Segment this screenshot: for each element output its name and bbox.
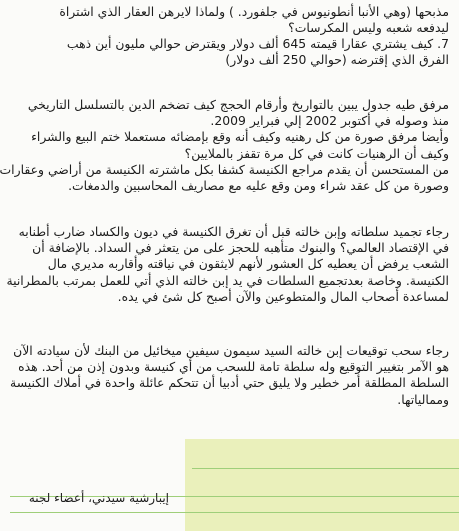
- text-line: ليدفعه شعبه وليس المكرسات؟: [288, 20, 449, 36]
- intro-block: [9, 4, 449, 36]
- item-number: 7.: [437, 36, 449, 51]
- text-line: مرفق طيه جدول يبين بالتواريخ وأرقام الحجج كيف تضخم الدين بالتسلسل التاريخي: [27, 97, 449, 112]
- text-line: من المستحسن أن يقدم مراجع الكنيسة كشفا بكل ماشترته الكنيسة من أراضي وعقارات: [0, 161, 449, 177]
- text-line: مذبحها (وهي الأنبا أنطونيوس في جلفورد. ) ولماذا لايرهن العقار الذي اشتراة: [59, 4, 449, 19]
- text-line: رجاء سحب توقيعات إبن خالته السيد سيمون سيفين ميخائيل من البنك لأن سيادته الآن: [13, 343, 449, 358]
- paragraph-withdraw-signatures: [9, 343, 449, 408]
- paragraph-freeze-authority: [6, 224, 449, 305]
- text-line: وكيف أن الرهنيات كانت في كل مرة تقفز بالملايين؟: [184, 145, 449, 161]
- text-line: وأيضا مرفق صورة من كل رهنيه وكيف أنه وقع بإمضائه مستعملا ختم البيع والشراء: [31, 129, 449, 145]
- text-line: وممالياتها.: [397, 391, 449, 407]
- text-line: منذ وصوله في أكتوبر 2002 إلي فبراير 2009.: [210, 113, 449, 129]
- text-line: وصورة من كل عقد شراء ومن وقع عليه مع مصاريف المحاسبين والدمغات.: [68, 178, 449, 194]
- signature-label: إيبارشية سيدني، أعضاء لجنه: [28, 491, 169, 505]
- text-line: الكنيسة. وخاصة بعدتجميع السلطات في يد إبن خالته الذي أتي للعمل بمرتب بالمطرانية: [6, 272, 449, 288]
- text-line: لمساعدة أصحاب المال والمتطوعين والآن أصبح كل شئ في يده.: [117, 288, 449, 304]
- signature-line: [192, 468, 459, 469]
- numbered-item-7: [9, 36, 449, 68]
- signature-box: [185, 439, 459, 531]
- text-line: هو الآمر بتغيير التوقيع وله سلطة تامة للسحب من أي كنيسة وبدون إذن من أحد. هذه: [18, 359, 449, 375]
- text-line: [9, 36, 449, 52]
- item-text: كيف يشتري عقارا قيمته 645 ألف دولار ويقترض حوالي مليون أين ذهب: [66, 36, 434, 51]
- text-line: في الإقتصاد العالمي؟ والبنوك متأهبه للحجز على من يتعثر في السداد. بالإضافة أن: [32, 240, 449, 256]
- text-line: الفرق الذي إقترضه (حوالي 250 ألف دولار): [225, 52, 449, 68]
- paragraph-attachments: [0, 97, 449, 194]
- text-line: الشعب يرفض أن يعطيه كل العشور لأنهم لايثقون في نياقته وأقاربه مديري مال: [47, 256, 449, 272]
- text-line: السلطة المطلقة أمر خطير ولا يليق حتي أدبيا أن تتحكم عائلة واحدة في أملاك الكنيسة: [10, 375, 449, 391]
- text-line: رجاء تجميد سلطاته وإبن خالته قبل أن تغرق الكنيسة في ديون والكساد ضارب أطنابه: [18, 224, 449, 239]
- signature-line: [10, 512, 459, 513]
